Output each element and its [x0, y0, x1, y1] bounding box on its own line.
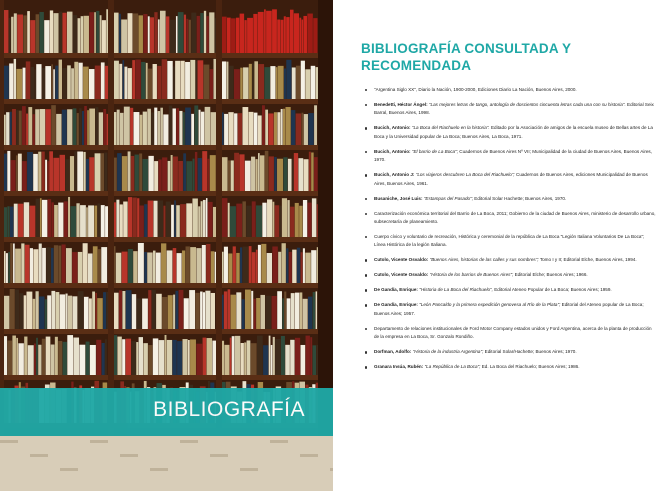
bibliography-entry [365, 348, 657, 356]
entry-work-title: "Historia de los barrios de Buenos Aires"; [429, 272, 514, 278]
entry-author: Cutolo, Vicente Osvaldo: [374, 272, 430, 278]
bibliography-entry [365, 171, 657, 188]
entry-details: Cuerpo cívico y voluntario de recreación, Histórica y ceremonial de la república de La Boca "Legión Italiana Voluntarios De La Boca"; Línea Histórica de la legión Italiana. [374, 234, 645, 248]
entry-details: Editorial Solar Hachette; Buenos Aires, 1970. [473, 195, 567, 201]
entry-details: Editorial Ateneo Popular de La Boca; Buenos Aires; 1959. [492, 287, 612, 293]
bibliography-entry [365, 301, 657, 318]
bibliography-entry [365, 195, 657, 203]
entry-work-title: "Estampas del Pasado"; [423, 195, 474, 201]
shelf-board [0, 145, 333, 150]
shelf-board [0, 237, 333, 242]
bibliography-list [365, 86, 657, 378]
bibliography-entry [365, 86, 657, 94]
entry-author: De Gandía, Enrique: [374, 302, 420, 308]
entry-author: Cutolo, Vicente Osvaldo: [374, 257, 430, 263]
entry-work-title: "León Pancaldo y la primera expedición genovesa al Río de la Plata"; [419, 302, 561, 308]
entry-details: Editorial Seix Barral, Buenos Aires, 1998. [374, 102, 654, 116]
entry-work-title: "Historia de La Boca del Riachuelo", [419, 287, 493, 293]
entry-work-title: "La República de La Boca"; [424, 364, 481, 370]
title-banner [0, 388, 333, 436]
entry-details: Editorial del Ateneo popular de La Boca; Buenos Aires; 1957. [374, 302, 644, 316]
bibliography-entry [365, 325, 657, 342]
entry-author: Busaniche, José Luis: [374, 195, 424, 201]
entry-details: Editorial Elche; Buenos Aires; 1966. [513, 272, 588, 278]
entry-author: Dorfman, Adolfo: [374, 349, 413, 355]
bibliography-entry [365, 363, 657, 371]
bibliography-entry [365, 101, 657, 118]
entry-details: Editorial Solar/Hachette; Buenos Aires; 1970. [483, 349, 577, 355]
bibliography-entry [365, 271, 657, 279]
floor [0, 436, 333, 491]
entry-work-title: "Las mejores letras de tango, antología de doscientos cincuenta letras cada una con su historia". [428, 102, 626, 107]
entry-work-title: "La Boca del Riachuelo en la historia". [411, 125, 490, 131]
entry-author: Granara Insúa, Rubén: [374, 364, 425, 370]
banner-title: BIBLIOGRAFÍA [153, 398, 305, 421]
entry-details: Departamento de relaciones institucionales de Ford Motor Company estados unidos y Ford Argentina, acerca de la planta de producción de la empresa en La Boca, Sr. Gonzalo Rondiño. [374, 325, 652, 340]
entry-work-title: "Historia de la industria Argentina"; [412, 349, 484, 355]
bibliography-entry [365, 233, 657, 250]
entry-author: De Gandía, Enrique: [374, 287, 420, 293]
bibliography-entry [365, 286, 657, 294]
bibliography-entry [365, 124, 657, 141]
entry-author: Bucich, Antonio: [374, 125, 412, 131]
entry-details: Ed. La Boca del Riachuelo; Buenos Aires; 1986. [480, 364, 580, 370]
entry-author: Bucich, Antonio: [374, 148, 412, 154]
page-heading: BIBLIOGRAFÍA CONSULTADA Y RECOMENDADA [361, 41, 571, 73]
shelf-board [0, 283, 333, 288]
entry-details: Tomo I y II; Editorial Elche, Buenos Aires, 1994. [538, 257, 637, 263]
shelf-board [0, 99, 333, 104]
shelf-board [0, 329, 333, 334]
entry-author: Bucich, Antonio J: [374, 172, 416, 178]
entry-details: Caracterización económica territorial del Barrio de La Boca, 2011; Gobierno de la ciudad de Buenos Aires, ministerio de desarrollo urbano, subsecretaría de planeamiento. [374, 210, 656, 225]
entry-details: "Argentina Siglo XX", Diario la Nación, 1900-2000, Ediciones Diario La Nación, Buenos Aires, 2000. [374, 87, 577, 92]
entry-work-title: "El barrio de La Boca"; [411, 148, 459, 154]
shelf-board [0, 53, 333, 58]
entry-details: Cuadernos de Buenos Aires, ediciones Municipalidad de Buenos Aires, Buenos Aires, 1961. [374, 172, 648, 186]
entry-details: Cuadernos de Buenos Aires Nº VII; Municipalidad de la ciudad de Buenos Aires, Buenos Aires, 1970. [374, 148, 652, 163]
bibliography-entry [365, 148, 657, 165]
bibliography-entry [365, 256, 657, 264]
bibliography-page [333, 0, 666, 491]
shelf-board [0, 375, 333, 380]
bibliography-entry [365, 210, 657, 227]
entry-work-title: "Buenos Aires, historias de las calles y sus nombres"; [429, 257, 539, 263]
entry-details: Editado por la Asociación de amigos de la escuela museo de Bellas artes de La Boca y la Universidad popular de La Boca; Buenos Aires, La Boca, 1971. [374, 125, 653, 139]
entry-author: Benedetti, Héctor Ángel: [374, 102, 429, 107]
entry-work-title: "Los viajeros descubren La Boca del Riachuelo"; [415, 172, 515, 178]
shelf-board [0, 191, 333, 196]
